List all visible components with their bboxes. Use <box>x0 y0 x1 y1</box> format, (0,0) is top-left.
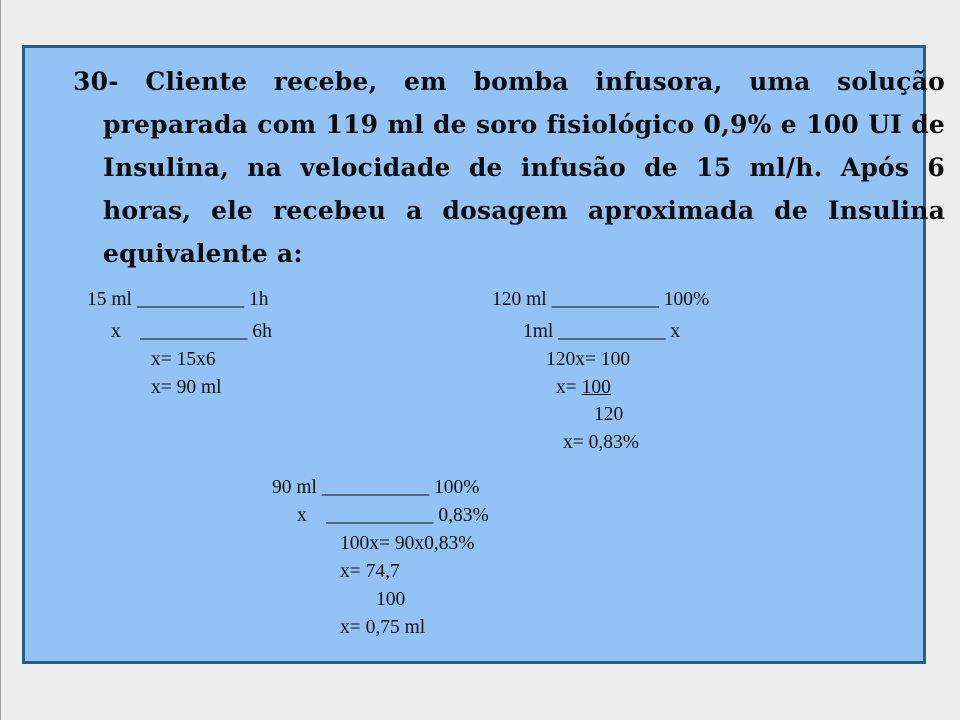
calc3-line1: 90 ml ___________ 100% <box>272 477 480 498</box>
calc2-line3: 120x= 100 <box>546 349 631 370</box>
calc2-line4-prefix: x= <box>556 377 582 398</box>
calc2-denominator: 120 <box>594 404 624 425</box>
calc2-line6: x= 0,83% <box>563 432 639 453</box>
calc3-line3: 100x= 90x0,83% <box>340 533 475 554</box>
calc3-line4: x= 74,7 <box>340 561 400 582</box>
question-text: 30- Cliente recebe, em bomba infusora, uma solução preparada com 119 ml de soro fisiológico 0,9% e 100 UI de Insulina, na velocidade de infusão de 15 ml/h. Após 6 horas, ele recebeu a dosagem aproximada de Insulina equivalente a: <box>73 67 945 268</box>
calc2-numerator: 100 <box>581 377 611 398</box>
calc2-line4 <box>556 376 611 400</box>
page-edge <box>0 0 1 720</box>
calc2-line1: 120 ml ___________ 100% <box>492 289 710 310</box>
slide-panel <box>22 45 945 664</box>
calc3-line5: 100 <box>376 589 406 610</box>
calc1-line4: x= 90 ml <box>151 377 222 398</box>
calc1-line3: x= 15x6 <box>151 349 216 370</box>
calc3-line6: x= 0,75 ml <box>340 617 426 638</box>
calc1-line1: 15 ml ___________ 1h <box>87 289 269 310</box>
calc2-line2: 1ml ___________ x <box>523 321 681 342</box>
calc3-line2: x ___________ 0,83% <box>297 505 489 526</box>
calc1-line2: x ___________ 6h <box>111 321 272 342</box>
